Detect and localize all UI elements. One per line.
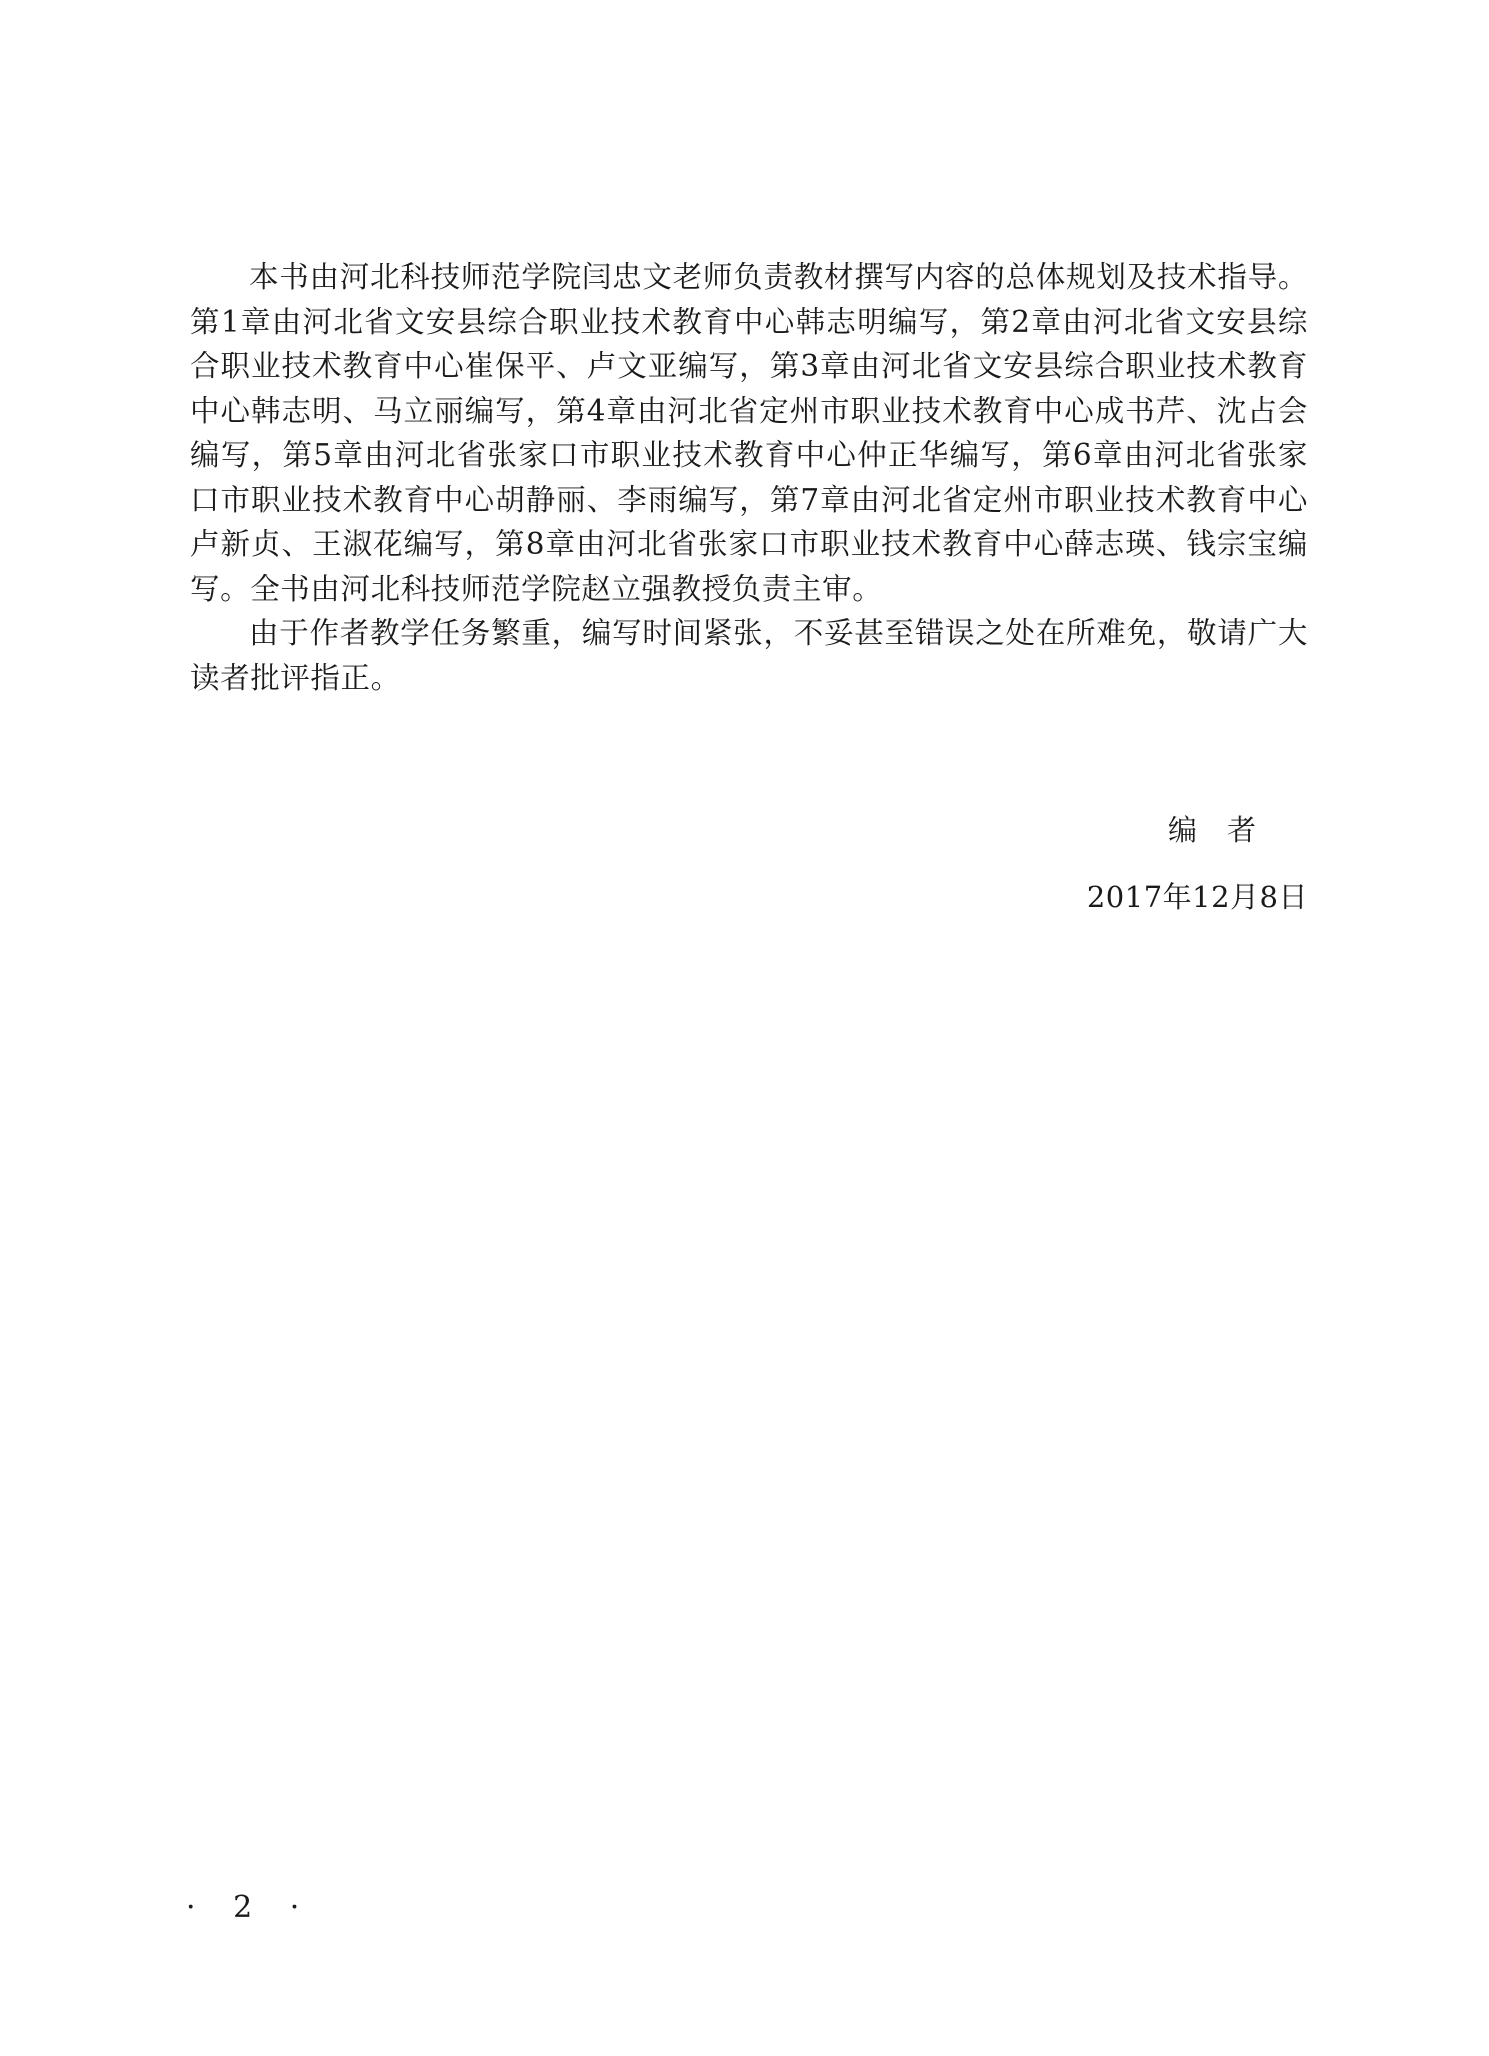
preface-paragraph-apology: 由于作者教学任务繁重，编写时间紧张，不妥甚至错误之处在所难免，敬请广大读者批评指正。 bbox=[190, 616, 1308, 695]
signature-date: 2017年12月8日 bbox=[1086, 879, 1308, 914]
page-number: · 2 · bbox=[186, 1890, 314, 1925]
preface-body bbox=[190, 255, 1308, 700]
preface-signature bbox=[1087, 808, 1308, 919]
preface-paragraph-authors: 本书由河北科技师范学院闫忠文老师负责教材撰写内容的总体规划及技术指导。第1章由河北省文安县综合职业技术教育中心韩志明编写，第2章由河北省文安县综合职业技术教育中心崔保平、卢文亚编写，第3章由河北省文安县综合职业技术教育中心韩志明、马立丽编写，第4章由河北省定州市职业技术教育中心成书芹、沈占会编写，第5章由河北省张家口市职业技术教育中心仲正华编写，第6章由河北省张家口市职业技术教育中心胡静丽、李雨编写，第7章由河北省定州市职业技术教育中心卢新贞、王淑花编写，第8章由河北省张家口市职业技术教育中心薛志瑛、钱宗宝编写。全书由河北科技师范学院赵立强教授负责主审。 bbox=[190, 260, 1308, 606]
signer-label: 编者 bbox=[1167, 813, 1286, 847]
